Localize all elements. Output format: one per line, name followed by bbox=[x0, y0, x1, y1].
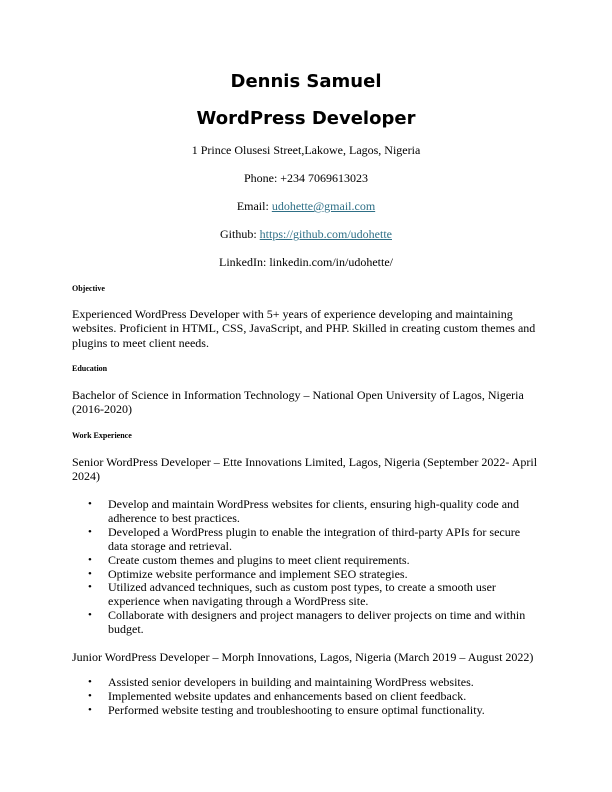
linkedin-url: linkedin.com/in/udohette/ bbox=[269, 255, 393, 269]
education-text: Bachelor of Science in Information Technology – National Open University of Lagos, Nigeria (2016-2020) bbox=[72, 388, 524, 417]
list-item: • Create custom themes and plugins to meet client requirements. bbox=[72, 554, 542, 568]
address: 1 Prince Olusesi Street,Lakowe, Lagos, Nigeria bbox=[191, 143, 421, 157]
list-item: • Optimize website performance and implement SEO strategies. bbox=[72, 568, 542, 582]
list-item: • Developed a WordPress plugin to enable the integration of third-party APIs for secure data storage and retrieval. bbox=[72, 526, 542, 554]
list-item: • Collaborate with designers and project managers to deliver projects on time and within budget. bbox=[72, 609, 542, 637]
github-line bbox=[0, 227, 612, 241]
email-line bbox=[0, 199, 612, 213]
email-label: Email: bbox=[236, 199, 272, 213]
list-item: • Implemented website updates and enhancements based on client feedback. bbox=[72, 690, 542, 704]
github-link[interactable]: https://github.com/udohette bbox=[259, 227, 392, 241]
junior-bullet-list bbox=[72, 676, 542, 718]
phone-label: Phone: bbox=[243, 171, 281, 185]
phone-line bbox=[0, 171, 612, 185]
list-item: • Utilized advanced techniques, such as custom post types, to create a smooth user experience when navigating through a WordPress site. bbox=[72, 581, 542, 609]
objective-heading: Objective bbox=[72, 284, 105, 293]
senior-bullet-list bbox=[72, 498, 542, 637]
github-label: Github: bbox=[220, 227, 260, 241]
job-title-senior: Senior WordPress Developer – Ette Innovations Limited, Lagos, Nigeria (September 2022- April 2024) bbox=[72, 455, 538, 484]
list-item: • Assisted senior developers in building and maintaining WordPress websites. bbox=[72, 676, 542, 690]
list-item: • Develop and maintain WordPress websites for clients, ensuring high-quality code and adherence to best practices. bbox=[72, 498, 542, 526]
list-item: • Performed website testing and troubleshooting to ensure optimal functionality. bbox=[72, 704, 542, 718]
phone-number: +234 7069613023 bbox=[280, 171, 369, 185]
email-link[interactable]: udohette@gmail.com bbox=[271, 199, 376, 213]
linkedin-label: LinkedIn: bbox=[219, 255, 270, 269]
objective-text: Experienced WordPress Developer with 5+ years of experience developing and maintaining websites. Proficient in HTML, CSS, JavaScript, and PHP. Skilled in creating custom themes and plugins to meet client needs. bbox=[72, 307, 536, 350]
education-heading: Education bbox=[72, 364, 108, 373]
candidate-name: Dennis Samuel bbox=[230, 71, 382, 92]
work-heading: Work Experience bbox=[72, 431, 132, 440]
job-title: WordPress Developer bbox=[196, 108, 416, 129]
linkedin-line bbox=[0, 255, 612, 269]
job-title-junior: Junior WordPress Developer – Morph Innovations, Lagos, Nigeria (March 2019 – August 2022) bbox=[72, 650, 534, 664]
